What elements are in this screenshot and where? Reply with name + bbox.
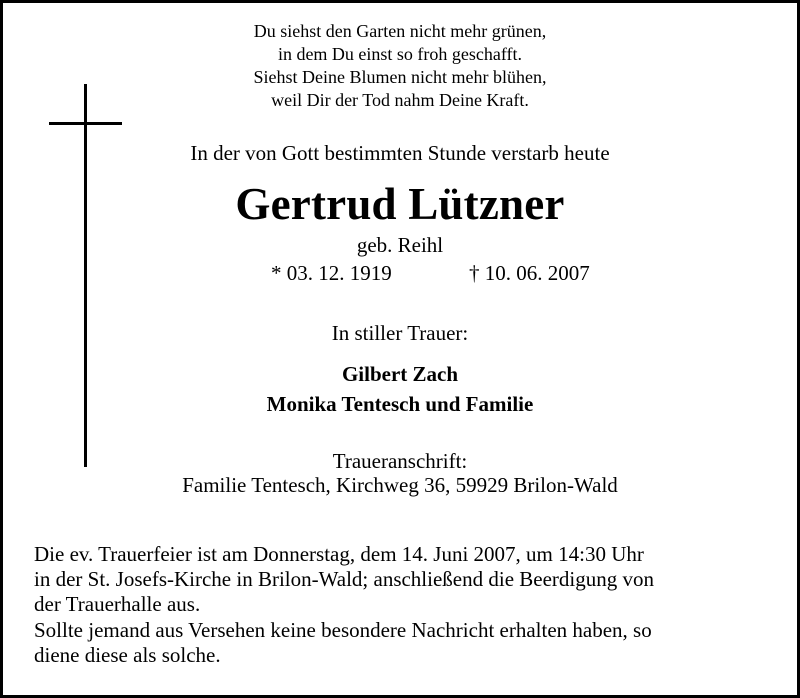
poem-line: Siehst Deine Blumen nicht mehr blühen, — [253, 67, 547, 87]
poem-line: in dem Du einst so froh geschafft. — [277, 44, 523, 64]
mourner-name: Gilbert Zach — [341, 362, 459, 386]
deceased-name: Gertrud Lützner — [235, 179, 565, 229]
closing-line: diene diese als solche. — [34, 643, 221, 667]
closing-line: der Trauerhalle aus. — [34, 592, 201, 616]
address-text: Familie Tentesch, Kirchweg 36, 59929 Brilon-Wald — [182, 473, 618, 497]
birth-date: * 03. 12. 1919 — [271, 261, 392, 285]
birth-name: geb. Reihl — [356, 233, 444, 257]
cross-icon-crossbar — [49, 122, 122, 125]
closing-line: Die ev. Trauerfeier ist am Donnerstag, dem 14. Juni 2007, um 14:30 Uhr — [34, 542, 644, 566]
mourners-heading: In stiller Trauer: — [331, 321, 469, 345]
announcement-intro: In der von Gott bestimmten Stunde verstarb heute — [190, 141, 610, 165]
death-date: † 10. 06. 2007 — [469, 261, 590, 285]
poem-line: Du siehst den Garten nicht mehr grünen, — [253, 21, 547, 41]
address-heading: Traueranschrift: — [332, 449, 468, 473]
mourner-name: Monika Tentesch und Familie — [266, 392, 534, 416]
closing-line: in der St. Josefs-Kirche in Brilon-Wald; anschließend die Beerdigung von — [34, 567, 655, 591]
poem-line: weil Dir der Tod nahm Deine Kraft. — [271, 90, 529, 110]
closing-line: Sollte jemand aus Versehen keine besondere Nachricht erhalten haben, so — [34, 618, 652, 642]
